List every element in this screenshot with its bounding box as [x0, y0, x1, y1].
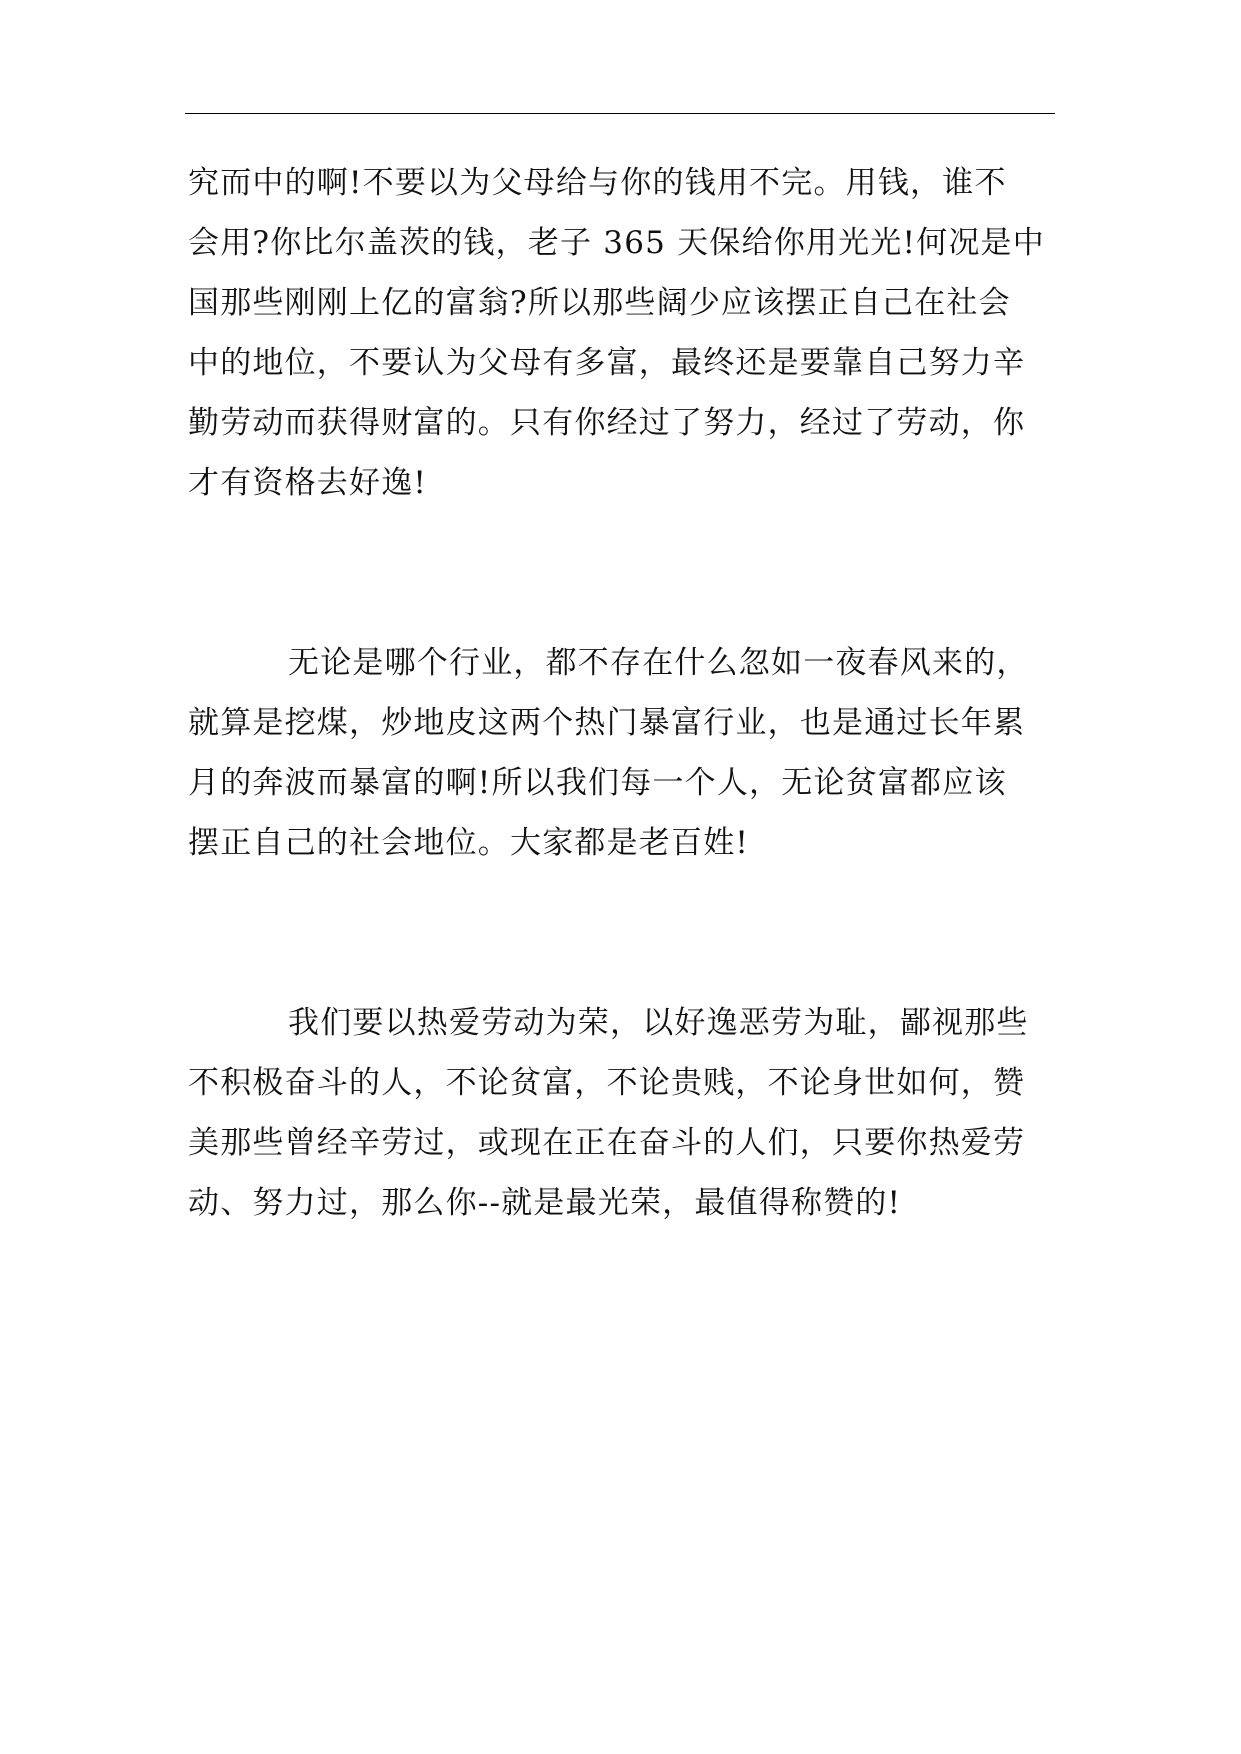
paragraph-line: 中的地位，不要认为父母有多富，最终还是要靠自己努力辛 [188, 345, 1026, 381]
paragraph-line: 会用?你比尔盖茨的钱，老子 365 天保给你用光光!何况是中 [188, 225, 1045, 261]
paragraph-line: 究而中的啊!不要以为父母给与你的钱用不完。用钱，谁不 [188, 165, 1007, 201]
paragraph-line: 我们要以热爱劳动为荣，以好逸恶劳为耻，鄙视那些 [288, 1005, 1029, 1041]
paragraph-line: 月的奔波而暴富的啊!所以我们每一个人，无论贫富都应该 [188, 765, 1007, 801]
paragraph-spacer [188, 513, 1060, 633]
paragraph-2 [188, 633, 1060, 873]
document-body [188, 153, 1060, 1233]
paragraph-line: 勤劳动而获得财富的。只有你经过了努力，经过了劳动，你 [188, 405, 1026, 441]
paragraph-line: 无论是哪个行业，都不存在什么忽如一夜春风来的， [288, 645, 1029, 681]
paragraph-line: 不积极奋斗的人，不论贫富，不论贵贱，不论身世如何，赞 [188, 1065, 1026, 1101]
paragraph-line: 才有资格去好逸! [188, 465, 428, 501]
paragraph-line: 动、努力过，那么你--就是最光荣，最值得称赞的! [188, 1185, 902, 1221]
paragraph-spacer [188, 873, 1060, 993]
paragraph-line: 就算是挖煤，炒地皮这两个热门暴富行业，也是通过长年累 [188, 705, 1026, 741]
paragraph-line: 国那些刚刚上亿的富翁?所以那些阔少应该摆正自己在社会 [188, 285, 1011, 321]
paragraph-line: 摆正自己的社会地位。大家都是老百姓! [188, 825, 750, 861]
header-rule [185, 113, 1055, 114]
paragraph-line: 美那些曾经辛劳过，或现在正在奋斗的人们，只要你热爱劳 [188, 1125, 1026, 1161]
paragraph-1 [188, 153, 1060, 513]
paragraph-3 [188, 993, 1060, 1233]
